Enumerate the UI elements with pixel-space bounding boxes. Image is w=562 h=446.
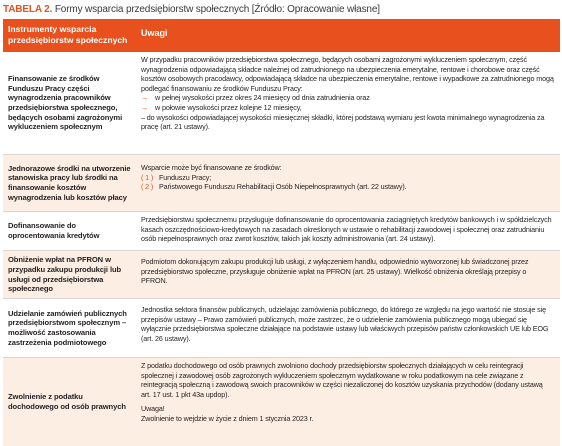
row-remarks: Jednostka sektora finansów publicznych, udzielając zamówienia publicznego, do którego ze względu na jego wartość nie stosuje się przepisów ustawy – Prawo zamówień publicznych, może zastrzec, że o udzielenie zamówienia publicznego mogą ubiegać się wyłącznie przedsiębiorstwa społeczne działające na podstawie ustawy lub właściwych przepisów państw członkowskich UE lub EOG (art. 26 ustawy). (141, 305, 549, 343)
remarks-note-text: Zwolnienie to wejdzie w życie z dniem 1 stycznia 2023 r. (141, 413, 314, 423)
remarks-paragraph: Z podatku dochodowego od osób prawnych zwolniono dochody przedsiębiorstw społecznych działających w celu reintegracji społecznej i zawodowej osób zagrożonych wykluczeniem społecznym wydatkowane w roku podatkowym na cele związane z reintegracją społeczną i zawodową swoich pracowników w części niezaliczonej do kosztów uzyskania przychodów (dodany ustawą art. 17 ust. 1 pkt 43a updop). (141, 361, 543, 399)
list-item (141, 182, 554, 192)
list-number: ( 2 ) (141, 182, 154, 192)
list-item-text: Państwowego Funduszu Rehabilitacji Osób Niepełnosprawnych (art. 22 ustawy). (159, 182, 407, 192)
header-instruments: Instrumenty wsparcia przedsiębiorstw społecznych (8, 24, 128, 45)
list-item (141, 103, 554, 113)
row-remarks (138, 155, 560, 211)
support-forms-table (3, 19, 560, 446)
remarks-note-label: Uwaga! (141, 404, 165, 414)
list-item-text: Funduszu Pracy; (159, 172, 212, 182)
caption-tag: TABELA 2. (3, 4, 53, 15)
table-row (3, 212, 560, 251)
arrow-icon: → (141, 102, 149, 112)
row-remarks (138, 358, 560, 446)
list-item (141, 173, 554, 183)
row-remarks: Przedsiębiorstwu społecznemu przysługuje dofinansowanie do oprocentowania zaciągniętych kredytów bankowych i w spółdzielczych kasach oszczędnościowo-kredytowych na zasadach określonych w ustawie o rehabilitacji zawodowej i społecznej oraz zatrudnianiu osób niepełnosprawnych oraz zwrot kosztów, takich jak koszty administrowania (art. 24 ustawy). (141, 215, 552, 244)
list-item (141, 93, 554, 103)
row-instrument: Zwolnienie z podatku dochodowego od osób prawnych (8, 392, 126, 411)
row-instrument: Dofinansowanie do oprocentowania kredytów (8, 221, 100, 240)
table-header (3, 19, 560, 52)
remarks-paragraph: – do wysokości odpowiadającej wysokości miesięcznej składki, której podstawą wymiaru jest kwota minimalnego wynagrodzenia za pracę (art. 21 ustawy). (141, 112, 545, 132)
row-instrument: Finansowanie ze środków Funduszu Pracy części wynagrodzenia pracowników przedsiębiorstwa społecznego, będących osobami zagrożonymi wykluczeniem społecznym (8, 74, 123, 132)
list-item-text: w połowie wysokości przez kolejne 12 miesięcy, (155, 102, 302, 112)
table-body (3, 52, 560, 446)
row-instrument: Jednorazowe środki na utworzenie stanowiska pracy lub środki na finansowanie kosztów wynagrodzenia lub kosztów płacy (8, 163, 131, 202)
table-row (3, 52, 560, 155)
header-remarks: Uwagi (141, 28, 168, 38)
arrow-icon: → (141, 93, 149, 103)
remarks-paragraph: Wsparcie może być finansowane ze środków: (141, 163, 282, 172)
list-item-text: w pełnej wysokości przez okres 24 miesięcy od dnia zatrudnienia oraz (155, 93, 370, 103)
table-caption (3, 4, 380, 16)
caption-title: Formy wsparcia przedsiębiorstw społecznych [Źródło: Opracowanie własne] (52, 4, 380, 15)
table-row (3, 358, 560, 446)
table-row (3, 155, 560, 212)
row-remarks (138, 52, 560, 154)
remarks-paragraph: W przypadku pracowników przedsiębiorstwa społecznego, będących osobami zagrożonymi wykluczeniem społecznym, część wynagrodzenia odpowiadającą składce należnej od zatrudnionego na ubezpieczenia emerytalne, rentowe i chorobowe oraz część kosztów osobowych pracodawcy, odpowiadającą składce na ubezpieczenia emerytalne, rentowe i wypadkowe za zatrudnionego mogą podlegać finansowaniu ze środków Funduszu Pracy: (141, 55, 554, 93)
table-row (3, 251, 560, 299)
row-instrument: Udzielanie zamówień publicznych przedsiębiorstwom społecznym – możliwość zastosowania zastrzeżenia podmiotowego (8, 308, 127, 347)
table-row (3, 299, 560, 358)
row-remarks: Podmiotom dokonującym zakupu produkcji lub usługi, z wyłączeniem handlu, odpowiednio wytworzonej lub świadczonej przez przedsiębiorstwo społeczne, przysługuje obniżenie wpłat na PFRON (art. 25 ustawy). Wielkość obniżenia określają przepisy o PFRON. (141, 257, 529, 286)
list-number: ( 1 ) (141, 172, 154, 182)
row-instrument: Obniżenie wpłat na PFRON w przypadku zakupu produkcji lub usługi od przedsiębiorstwa społecznego (8, 255, 122, 294)
